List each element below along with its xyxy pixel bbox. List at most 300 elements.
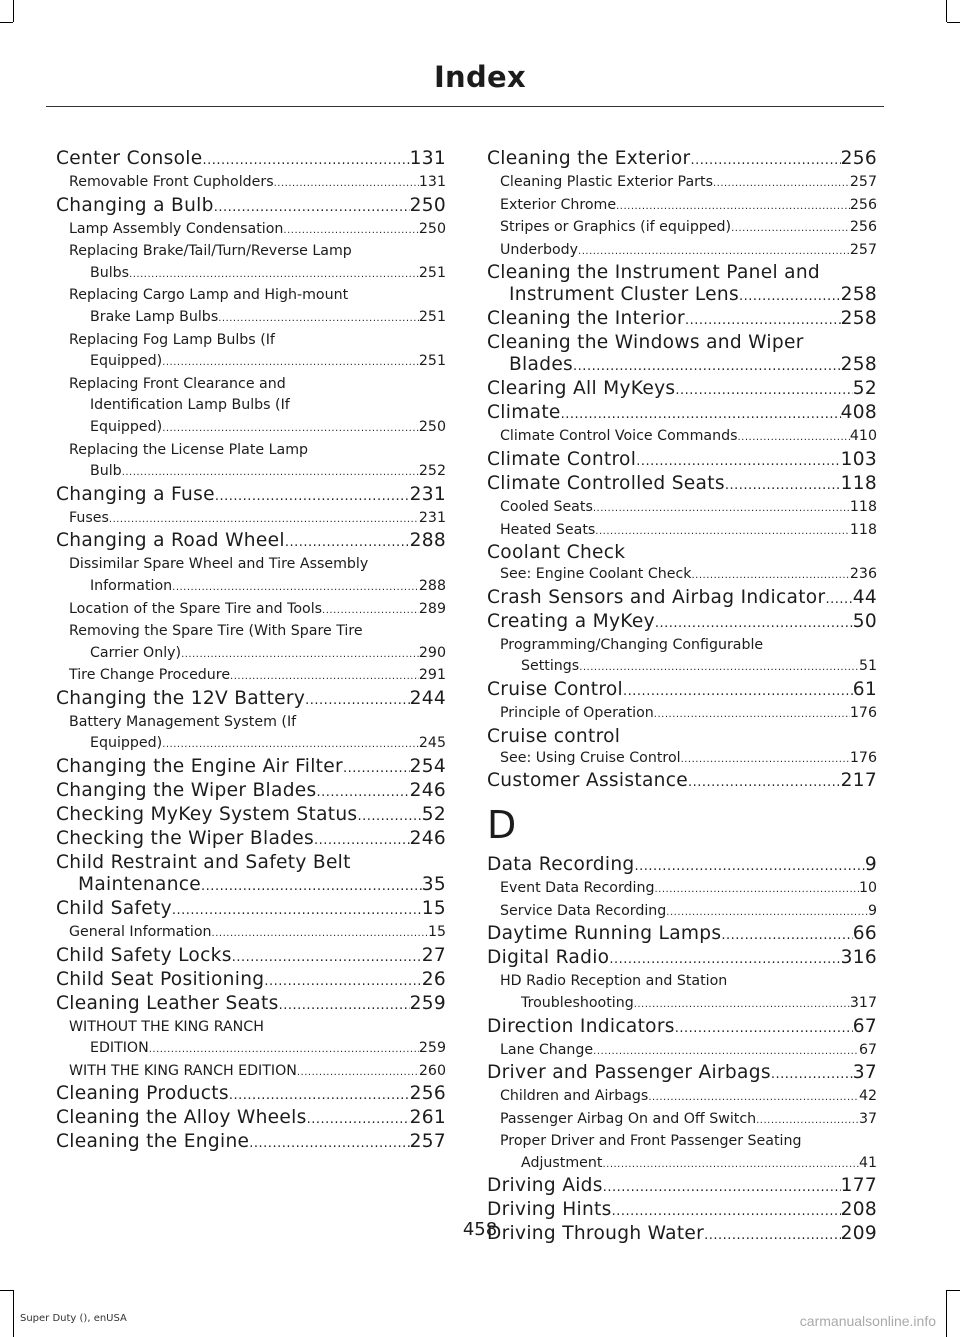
index-entry (487, 148, 877, 172)
index-entry (487, 354, 877, 378)
entry-page-number: 66 (852, 923, 877, 945)
entry-label: WITH THE KING RANCH EDITION (69, 1062, 297, 1079)
entry-page-number: 250 (418, 418, 446, 435)
dot-leader (675, 378, 852, 402)
dot-leader (713, 172, 850, 195)
dot-leader (578, 240, 850, 263)
entry-label: Blades (509, 354, 574, 376)
entry-label: Checking MyKey System Status (56, 804, 358, 826)
entry-label: Driving Hints (487, 1199, 612, 1221)
dot-leader (593, 1040, 859, 1063)
dot-leader (357, 804, 421, 828)
entry-page-number: 217 (840, 770, 877, 792)
entry-label: Adjustment (521, 1154, 603, 1171)
dot-leader (731, 217, 850, 240)
dot-leader (285, 530, 410, 554)
entry-label: Cleaning the Interior (487, 308, 685, 330)
index-subentry (487, 1040, 877, 1063)
index-subentry (487, 656, 877, 679)
entry-label: Cleaning Products (56, 1083, 229, 1105)
entry-page-number: 35 (421, 874, 446, 896)
entry-page-number: 289 (418, 600, 446, 617)
entry-page-number: 9 (867, 902, 877, 919)
entry-label: Cleaning the Exterior (487, 148, 691, 169)
entry-label: Lane Change (500, 1041, 594, 1058)
index-entry (56, 969, 446, 993)
entry-label: Identification Lamp Bulbs (If (90, 397, 290, 414)
entry-page-number: 256 (840, 148, 877, 169)
entry-label: Battery Management System (If (69, 713, 297, 730)
entry-label: Child Seat Positioning (56, 968, 265, 990)
index-entry (487, 449, 877, 473)
entry-label: Stripes or Graphics (if equipped) (500, 219, 732, 236)
dot-leader (655, 611, 853, 635)
entry-label: Checking the Wiper Blades (56, 828, 314, 850)
entry-label: Principle of Operation (500, 704, 654, 721)
entry-page-number: 52 (852, 378, 877, 400)
entry-label: Children and Airbags (500, 1088, 649, 1105)
entry-label: Climate Control Voice Commands (500, 428, 738, 445)
dot-leader (230, 665, 419, 688)
index-subentry (487, 703, 877, 726)
index-entry (487, 770, 877, 794)
entry-label: Dissimilar Spare Wheel and Tire Assembly (69, 556, 369, 573)
index-entry (487, 1016, 877, 1040)
index-subentry (56, 172, 446, 195)
dot-leader (602, 1153, 858, 1176)
dot-leader (218, 307, 419, 330)
index-entry (56, 530, 446, 554)
entry-label: Cleaning the Windows and Wiper (487, 332, 804, 354)
entry-label: Cleaning the Alloy Wheels (56, 1107, 307, 1129)
dot-leader (771, 1062, 853, 1086)
entry-label: Bulbs (90, 264, 130, 281)
dot-leader (162, 417, 419, 440)
index-subentry (56, 599, 446, 622)
entry-label: Cooled Seats (500, 498, 593, 515)
crop-mark (13, 1290, 14, 1337)
dot-leader (561, 402, 841, 426)
entry-page-number: 42 (858, 1088, 877, 1105)
index-subentry (487, 217, 877, 240)
entry-label: Clearing All MyKeys (487, 378, 676, 400)
entry-label: Lamp Assembly Condensation (69, 220, 284, 237)
dot-leader (666, 901, 868, 924)
entry-page-number: 37 (858, 1110, 877, 1127)
dot-leader (635, 854, 865, 878)
entry-label: Customer Assistance (487, 770, 689, 792)
entry-page-number: 131 (409, 148, 446, 169)
entry-label: Tire Change Procedure (69, 667, 231, 684)
entry-label: See: Using Cruise Control (500, 749, 681, 766)
entry-label: Daytime Running Lamps (487, 923, 722, 945)
index-entry (487, 923, 877, 947)
entry-page-number: 245 (418, 735, 446, 752)
entry-label: Location of the Spare Tire and Tools (69, 600, 323, 617)
entry-page-number: 246 (409, 780, 446, 802)
entry-label: Instrument Cluster Lens (509, 284, 739, 306)
dot-leader (162, 733, 419, 756)
index-subentry (56, 643, 446, 666)
index-subentry (56, 1038, 446, 1061)
index-subentry (56, 263, 446, 286)
index-subentry (56, 733, 446, 756)
index-entry (56, 945, 446, 969)
entry-label: Digital Radio (487, 947, 610, 969)
entry-page-number: 177 (840, 1175, 877, 1197)
dot-leader (681, 748, 850, 771)
entry-label: Equipped) (90, 353, 163, 370)
index-subentry (56, 461, 446, 484)
crop-mark (946, 0, 947, 22)
index-subentry (487, 1131, 877, 1153)
index-subentry (487, 1109, 877, 1132)
dot-leader (201, 874, 422, 898)
entry-label: Climate Control (487, 448, 637, 470)
index-entry (56, 993, 446, 1017)
index-subentry (56, 922, 446, 945)
index-entry (56, 874, 446, 898)
index-entry (487, 611, 877, 635)
index-entry (487, 332, 877, 354)
index-subentry (487, 635, 877, 657)
entry-page-number: 103 (840, 448, 877, 470)
entry-page-number: 261 (409, 1107, 446, 1129)
index-subentry (487, 497, 877, 520)
entry-label: Child Safety Locks (56, 944, 232, 966)
entry-page-number: 10 (858, 880, 877, 897)
index-subentry (487, 195, 877, 218)
crop-mark (0, 22, 13, 23)
index-entry (487, 947, 877, 971)
entry-page-number: 250 (418, 220, 446, 237)
entry-label: Center Console (56, 148, 203, 169)
dot-leader (172, 898, 422, 922)
entry-label: Settings (521, 658, 580, 675)
entry-page-number: 256 (849, 196, 877, 213)
dot-leader (203, 148, 410, 172)
entry-label: WITHOUT THE KING RANCH (69, 1018, 264, 1035)
index-subentry (487, 1153, 877, 1176)
index-subentry (56, 219, 446, 242)
index-subentry (56, 330, 446, 352)
entry-page-number: 51 (858, 658, 877, 675)
entry-page-number: 288 (418, 577, 446, 594)
entry-page-number: 254 (409, 756, 446, 778)
entry-page-number: 257 (849, 174, 877, 190)
dot-leader (634, 993, 850, 1016)
entry-label: Cruise control (487, 725, 621, 747)
entry-label: Brake Lamp Bulbs (90, 308, 219, 325)
dot-leader (129, 263, 419, 286)
dot-leader (307, 1107, 410, 1131)
dot-leader (214, 195, 410, 219)
dot-leader (229, 1083, 410, 1107)
dot-leader (322, 599, 419, 622)
entry-page-number: 208 (840, 1199, 877, 1221)
entry-label: Information (90, 577, 173, 594)
index-entry (56, 1107, 446, 1131)
entry-label: Removing the Spare Tire (With Spare Tire (69, 623, 363, 640)
entry-label: Climate Controlled Seats (487, 472, 725, 494)
dot-leader (279, 993, 410, 1017)
dot-leader (655, 878, 859, 901)
dot-leader (264, 969, 421, 993)
entry-label: Fuses (69, 509, 109, 526)
entry-label: Driving Through Water (487, 1223, 705, 1245)
index-entry (56, 1083, 446, 1107)
index-entry (487, 854, 877, 878)
entry-label: Changing a Bulb (56, 194, 214, 216)
entry-page-number: 260 (418, 1062, 446, 1079)
crop-mark (947, 22, 960, 23)
entry-label: Equipped) (90, 418, 163, 435)
entry-label: Passenger Airbag On and Off Switch (500, 1110, 757, 1127)
dot-leader (215, 484, 410, 508)
index-entry (56, 898, 446, 922)
entry-page-number: 250 (409, 194, 446, 216)
entry-label: Cleaning Leather Seats (56, 992, 279, 1014)
entry-label: Changing the Wiper Blades (56, 780, 317, 802)
entry-page-number: 258 (840, 284, 877, 306)
entry-label: Maintenance (78, 874, 202, 896)
entry-label: Direction Indicators (487, 1015, 675, 1037)
entry-label: Proper Driver and Front Passenger Seating (500, 1133, 802, 1150)
entry-label: Climate (487, 402, 561, 424)
index-subentry (56, 374, 446, 396)
dot-leader (595, 520, 850, 543)
entry-page-number: 256 (849, 219, 877, 236)
entry-label: Changing a Road Wheel (56, 530, 285, 552)
entry-label: Changing the Engine Air Filter (56, 756, 343, 778)
dot-leader (122, 461, 419, 484)
entry-label: Service Data Recording (500, 902, 667, 919)
entry-page-number: 67 (858, 1041, 877, 1058)
page-number: 458 (462, 1219, 498, 1240)
entry-page-number: 251 (418, 264, 446, 281)
entry-label: Cleaning the Instrument Panel and (487, 262, 821, 284)
dot-leader (249, 1131, 409, 1155)
entry-label: Cleaning Plastic Exterior Parts (500, 174, 713, 190)
entry-label: Child Restraint and Safety Belt (56, 852, 351, 874)
entry-label: Cleaning the Engine (56, 1131, 250, 1153)
dot-leader (688, 770, 841, 794)
entry-page-number: 118 (840, 472, 877, 494)
index-subentry (487, 1086, 877, 1109)
index-subentry (56, 576, 446, 599)
dot-leader (149, 1038, 419, 1061)
index-entry (56, 852, 446, 874)
entry-label: Changing the 12V Battery (56, 687, 306, 709)
dot-leader (579, 656, 859, 679)
dot-leader (739, 284, 841, 308)
index-entry (487, 308, 877, 332)
entry-page-number: 236 (849, 566, 877, 583)
index-column-left (56, 148, 446, 1155)
entry-page-number: 258 (840, 308, 877, 330)
entry-page-number: 9 (864, 854, 877, 876)
index-entry (487, 726, 877, 748)
index-subentry (487, 971, 877, 993)
index-entry (56, 756, 446, 780)
entry-page-number: 176 (849, 749, 877, 766)
entry-page-number: 37 (852, 1062, 877, 1084)
dot-leader (721, 923, 852, 947)
page-title: Index (433, 60, 527, 94)
index-entry (56, 148, 446, 172)
dot-leader (317, 780, 410, 804)
crop-mark (13, 0, 14, 22)
index-column-right (487, 148, 877, 1247)
dot-leader (232, 945, 422, 969)
dot-leader (593, 497, 850, 520)
entry-label: Underbody (500, 241, 579, 258)
entry-label: Child Safety (56, 898, 172, 920)
entry-label: Driver and Passenger Airbags (487, 1062, 771, 1084)
index-subentry (487, 426, 877, 449)
dot-leader (825, 587, 852, 611)
entry-page-number: 15 (421, 898, 446, 920)
entry-page-number: 231 (418, 509, 446, 526)
entry-page-number: 61 (852, 678, 877, 700)
index-subentry (56, 285, 446, 307)
entry-page-number: 256 (409, 1083, 446, 1105)
entry-page-number: 259 (409, 992, 446, 1014)
entry-label: Troubleshooting (521, 994, 634, 1011)
dot-leader (305, 688, 409, 712)
index-subentry (56, 1017, 446, 1039)
entry-page-number: 257 (849, 241, 877, 258)
entry-label: Exterior Chrome (500, 196, 617, 213)
entry-label: Replacing Brake/Tail/Turn/Reverse Lamp (69, 243, 352, 260)
entry-label: Changing a Fuse (56, 483, 215, 505)
section-letter: D (487, 803, 517, 848)
entry-page-number: 317 (849, 994, 877, 1011)
entry-page-number: 316 (840, 947, 877, 969)
entry-page-number: 291 (418, 667, 446, 684)
entry-page-number: 52 (421, 804, 446, 826)
index-subentry (56, 417, 446, 440)
dot-leader (654, 703, 850, 726)
index-entry (487, 473, 877, 497)
index-subentry (56, 508, 446, 531)
dot-leader (616, 195, 850, 218)
dot-leader (609, 947, 840, 971)
entry-label: Replacing Cargo Lamp and High-mount (69, 287, 349, 304)
index-entry (56, 780, 446, 804)
index-entry (487, 262, 877, 284)
entry-label: Equipped) (90, 735, 163, 752)
crop-mark (947, 1290, 960, 1291)
entry-label: Programming/Changing Configurable (500, 636, 764, 653)
entry-page-number: 27 (421, 944, 446, 966)
index-entry (487, 679, 877, 703)
dot-leader (573, 354, 841, 378)
entry-label: EDITION (90, 1040, 149, 1057)
entry-label: Crash Sensors and Airbag Indicator (487, 586, 826, 608)
entry-page-number: 257 (409, 1131, 446, 1153)
footer-text: Super Duty (), enUSA (20, 1313, 127, 1324)
index-subentry (487, 748, 877, 771)
entry-label: Replacing Fog Lamp Bulbs (If (69, 331, 275, 348)
index-entry (487, 284, 877, 308)
entry-page-number: 209 (840, 1223, 877, 1245)
index-entry (56, 828, 446, 852)
dot-leader (636, 449, 840, 473)
entry-label: Removable Front Cupholders (69, 174, 274, 190)
entry-page-number: 176 (849, 704, 877, 721)
index-subentry (487, 993, 877, 1016)
dot-leader (109, 508, 419, 531)
index-subentry (56, 307, 446, 330)
dot-leader (623, 679, 853, 703)
index-entry (487, 1175, 877, 1199)
dot-leader (692, 564, 850, 587)
entry-page-number: 288 (409, 530, 446, 552)
entry-label: Carrier Only) (90, 644, 182, 661)
entry-page-number: 118 (849, 521, 877, 538)
index-entry (56, 1131, 446, 1155)
index-subentry (56, 395, 446, 417)
index-subentry (487, 520, 877, 543)
entry-label: General Information (69, 924, 212, 941)
dot-leader (685, 308, 841, 332)
entry-label: Coolant Check (487, 542, 626, 564)
dot-leader (603, 1175, 841, 1199)
entry-label: Driving Aids (487, 1175, 603, 1197)
index-subentry (56, 712, 446, 734)
crop-mark (946, 1290, 947, 1337)
dot-leader (314, 828, 410, 852)
index-entry (487, 402, 877, 426)
entry-page-number: 118 (849, 498, 877, 515)
entry-label: HD Radio Reception and Station (500, 973, 728, 990)
index-entry (56, 195, 446, 219)
entry-label: Cruise Control (487, 678, 624, 700)
dot-leader (648, 1086, 859, 1109)
dot-leader (756, 1109, 859, 1132)
index-entry (56, 804, 446, 828)
dot-leader (212, 922, 428, 945)
entry-page-number: 408 (840, 402, 877, 424)
dot-leader (343, 756, 410, 780)
entry-page-number: 410 (849, 428, 877, 445)
entry-page-number: 15 (427, 924, 446, 941)
entry-page-number: 252 (418, 463, 446, 480)
entry-page-number: 41 (858, 1154, 877, 1171)
index-entry (56, 484, 446, 508)
index-entry (487, 1062, 877, 1086)
index-subentry (487, 878, 877, 901)
dot-leader (675, 1016, 853, 1040)
entry-page-number: 258 (840, 354, 877, 376)
dot-leader (737, 426, 849, 449)
index-subentry (487, 172, 877, 195)
dot-leader (725, 473, 841, 497)
entry-page-number: 44 (852, 586, 877, 608)
entry-page-number: 251 (418, 353, 446, 370)
index-entry (487, 542, 877, 564)
entry-label: Creating a MyKey (487, 610, 655, 632)
entry-page-number: 251 (418, 308, 446, 325)
entry-label: Data Recording (487, 854, 635, 876)
dot-leader (181, 643, 419, 666)
dot-leader (162, 351, 419, 374)
dot-leader (283, 219, 419, 242)
entry-page-number: 231 (409, 483, 446, 505)
index-subentry (56, 440, 446, 462)
index-entry (56, 688, 446, 712)
